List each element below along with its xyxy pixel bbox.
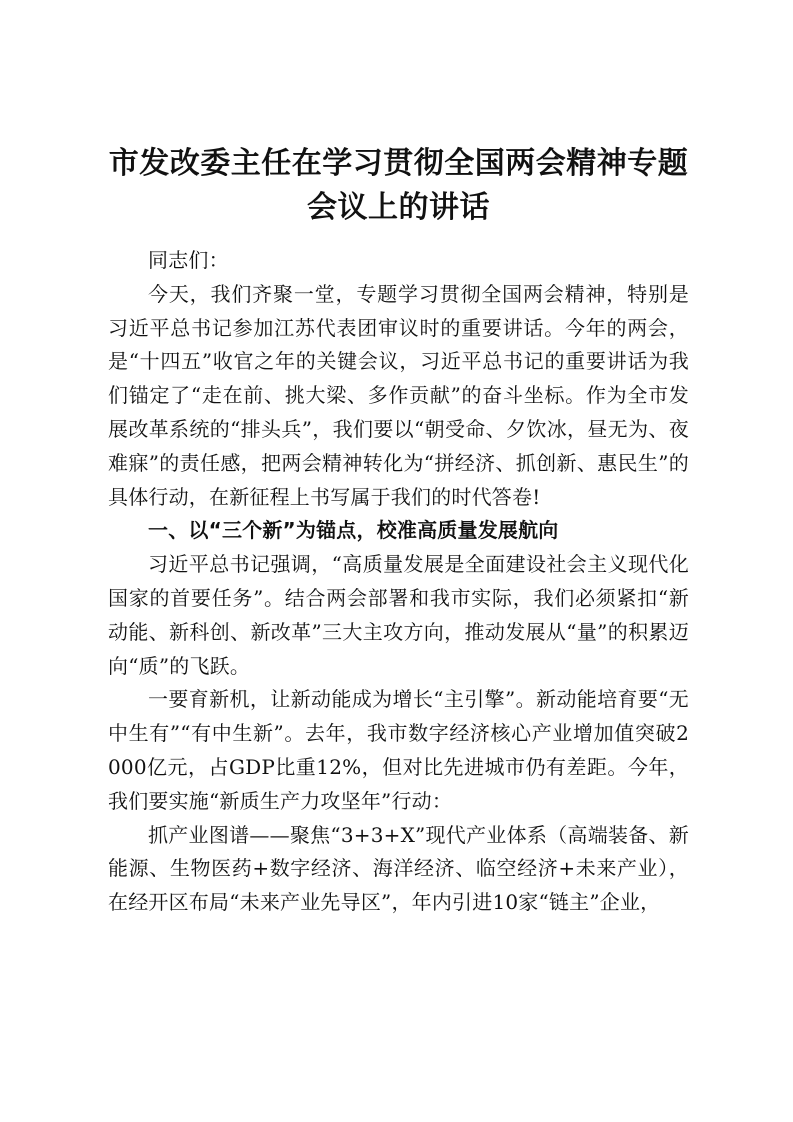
section-heading-1: 一、以“三个新”为锚点，校准高质量发展航向 xyxy=(148,518,559,543)
paragraph-new-momentum: 一要育新机，让新动能成为增长“主引擎”。新动能培育要“无中生有”“有中生新”。去年，我市数字经济核心产业增加值突破2000亿元，占GDP比重12%，但对比先进城市仍有差距。今年，我们要实施“新质生产力攻坚年”行动： xyxy=(108,687,689,813)
document-title: 市发改委主任在学习贯彻全国两会精神专题会议上的讲话 xyxy=(108,146,689,225)
paragraph-industry-map: 抓产业图谱——聚焦“3+3+X”现代产业体系（高端装备、新能源、生物医药+数字经济、海洋经济、临空经济+未来产业），在经开区布局“未来产业先导区”，年内引进10家“链主”企业， xyxy=(108,822,689,915)
paragraph-intro: 今天，我们齐聚一堂，专题学习贯彻全国两会精神，特别是习近平总书记参加江苏代表团审议时的重要讲话。今年的两会，是“十四五”收官之年的关键会议，习近平总书记的重要讲话为我们锚定了“走在前、挑大梁、多作贡献”的奋斗坐标。作为全市发展改革系统的“排头兵”，我们要以“朝受命、夕饮冰，昼无为、夜难寐”的责任感，把两会精神转化为“拼经济、抓创新、惠民生”的具体行动，在新征程上书写属于我们的时代答卷! xyxy=(108,281,689,509)
paragraph-section-intro: 习近平总书记强调，“高质量发展是全面建设社会主义现代化国家的首要任务”。结合两会部署和我市实际，我们必须紧扣“新动能、新科创、新改革”三大主攻方向，推动发展从“量”的积累迈向“质”的飞跃。 xyxy=(108,552,689,678)
salutation: 同志们： xyxy=(148,248,229,272)
